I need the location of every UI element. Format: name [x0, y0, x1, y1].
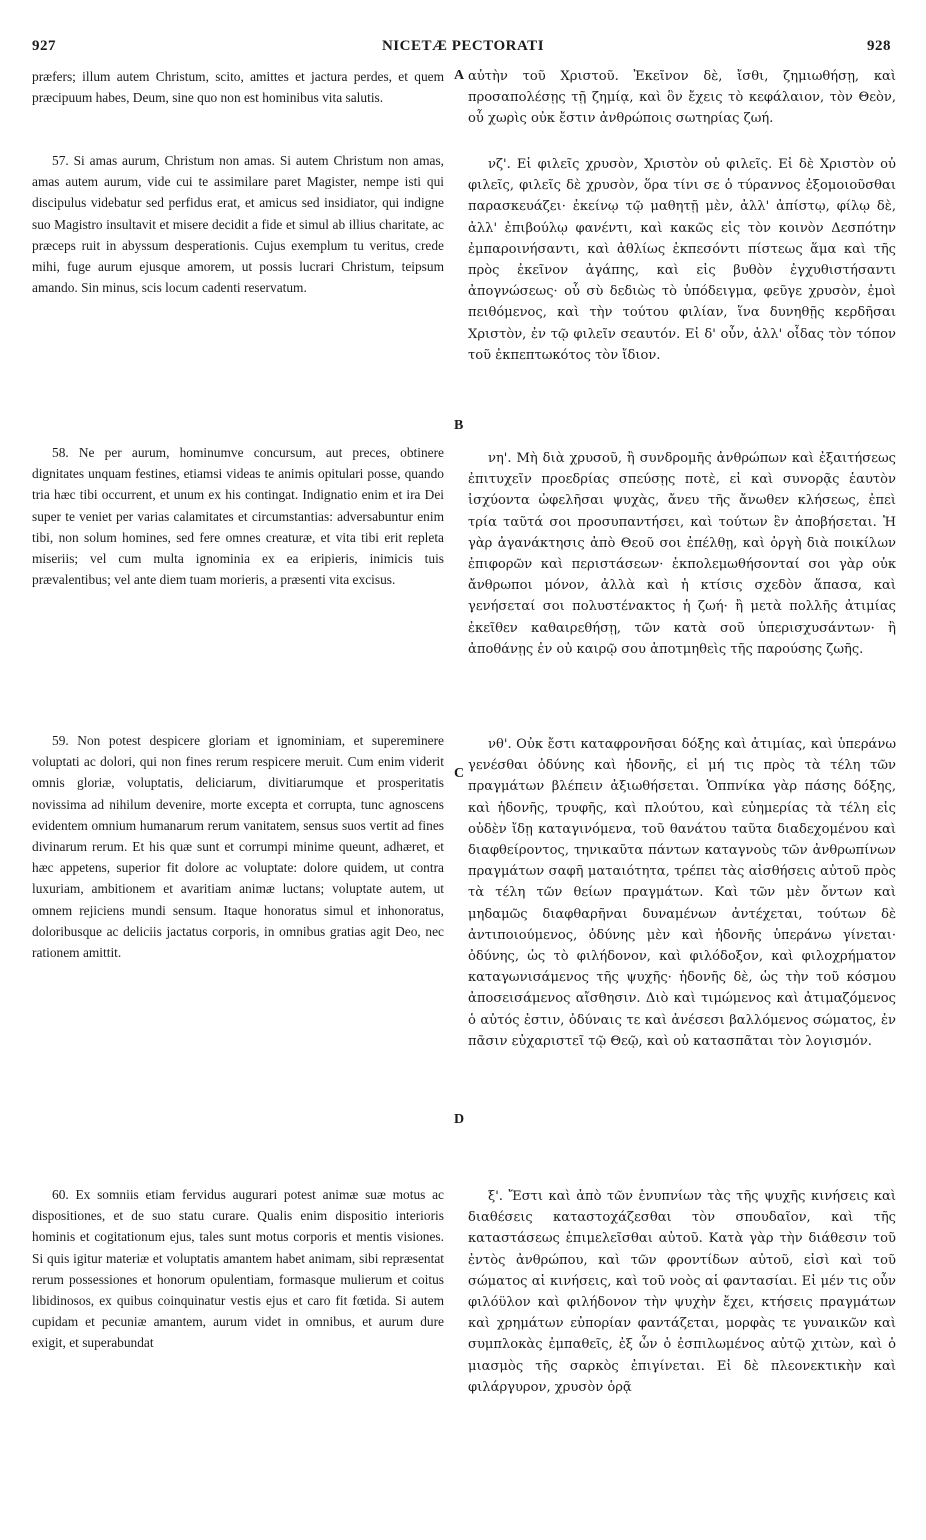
margin-marker-c: C [454, 766, 465, 781]
greek-paragraph-57 [468, 154, 896, 366]
greek-paragraph-59 [468, 734, 896, 1052]
greek-text: αὐτὴν τοῦ Χριστοῦ. Ἐκεῖνον δὲ, ἴσθι, ζημιωθήσῃ, καὶ προσαπολέσῃς τῇ ζημίᾳ, καὶ ὃν ἔχεις τὸ κεφάλαιον, τὸν Θεὸν, οὗ χωρὶς οὐκ ἔστιν ἀνθρώποις σωτηρίας ζωή. [468, 69, 896, 127]
greek-text: νη'. Μὴ διὰ χρυσοῦ, ἢ συνδρομῆς ἀνθρώπων καὶ ἐξαιτήσεως ἐπιτυχεῖν προεδρίας σπεύσῃς ποτὲ, εἰ καὶ συνορᾷς ἑαυτὸν ἰσχύοντα ὠφελῆσαι ψυχὰς, ἄνευ τῆς ἄνωθεν κλήσεως, ἐπεὶ τρία ταῦτά σοι προσυπαντήσει, καὶ τούτων ἓν ἀποβήσεται. Ἡ γὰρ ἀγανάκτησις ἀπὸ Θεοῦ σοι ἐπέλθῃ, καὶ ὀργὴ διὰ ποικίλων ἐπιφορῶν καὶ περιστάσεων· ἐκπολεμωθήσονταί σοι γὰρ οὐκ ἄνθρωποι μόνον, ἀλλὰ καὶ ἡ κτίσις σχεδὸν ἅπασα, καὶ γενήσεταί σοι πολυστένακτος ἡ ζωή· ἢ μετὰ πολλῆς ἀτιμίας ἐκεῖθεν καθαιρεθήσῃ, τῶν κατὰ σοῦ ὑπερισχυσάντων· ἢ ἀποθάνῃς ἐν οὐ καιρῷ σου ἀποτμηθεὶς τῆς παρούσης ζωῆς. [468, 451, 896, 657]
page-number-right: 928 [867, 38, 891, 54]
latin-text: 58. Ne per aurum, hominumve concursum, aut preces, obtinere dignitates unquam festines, etiamsi videas te animis opitulari posse, quando tria hæc tibi occurrent, et unum ex his contingat. Indignatio enim et ira Dei super te veniet per varias calamitates et circumstantias: adversabuntur enim tibi, non solum homines, sed fere omnes creaturæ, et vita tibi erit repleta miseriis; vel cum multa ignominia ex ea eripieris, inimicis tuis prævalentibus; vel ante diem tuam morieris, a præsenti vita excisus. [32, 445, 444, 588]
latin-paragraph-56-end [32, 66, 444, 108]
running-title: NICETÆ PECTORATI [381, 38, 545, 54]
greek-text: ξ'. Ἔστι καὶ ἀπὸ τῶν ἐνυπνίων τὰς τῆς ψυχῆς κινήσεις καὶ διαθέσεις καταστοχάζεσθαι τὸν σπουδαῖον, καὶ τῆς καταστάσεως ἐπιμελεῖσθαι αὐτοῦ. Κατὰ γὰρ τὴν διάθεσιν τοῦ ἐντὸς ἀνθρώπου, καὶ τῶν φροντίδων αὐτοῦ, εἰσὶ καὶ τοῦ σώματος αἱ κινήσεις, καὶ τοῦ νοὸς αἱ φαντασίαι. Εἰ μέν τις οὖν φιλόϋλον καὶ φιλήδονον τὴν ψυχὴν ἔχει, κτήσεις πραγμάτων καὶ χρημάτων εὐπορίαν φαντάζεται, μορφὰς τε γυναικῶν καὶ συμπλοκὰς ἐμπαθεῖς, ἐξ ὧν ὁ ἐσπιλωμένος αὐτῷ χιτὼν, καὶ ὁ μιασμὸς τῆς σαρκὸς ἐπιγίνεται. Εἰ δὲ πλεονεκτικὴν καὶ φιλάργυρον, χρυσὸν ὁρᾷ [468, 1189, 896, 1395]
page-number-left: 927 [32, 38, 56, 54]
latin-paragraph-60 [32, 1184, 444, 1354]
margin-marker-d: D [454, 1112, 465, 1127]
latin-text: 57. Si amas aurum, Christum non amas. Si autem Christum non amas, amas autem aurum, vide cui te assimilare paret Magister, nempe isti qui discipulus videbatur sed perfidus erat, et amicus sed insidiator, qui indigne suo Magistro insultavit et misere decidit a fide et simul ab illius charitate, ac præceps ruit in abyssum desperationis. Cujus exemplum tu veritus, crede mihi, fuge aurum ejusque amorem, ut possis lucrari Christum, teipsum amando. Sin minus, scis locum cadenti reservatum. [32, 153, 444, 296]
greek-text: νθ'. Οὐκ ἔστι καταφρονῆσαι δόξης καὶ ἀτιμίας, καὶ ὑπεράνω γενέσθαι ὀδύνης καὶ ἡδονῆς, εἰ μή τις πρὸς τὰ τέλη τῶν πραγμάτων βλέπειν ἀξιωθήσεται. Ὁππνίκα γὰρ πάσης δόξης, καὶ ἡδονῆς, τρυφῆς, καὶ πλούτου, καὶ εὐημερίας τὰ τέλη εἰς οὐδὲν ἴδῃ καταγινόμενα, τοῦ θανάτου ταῦτα διαδεχομένου καὶ διαφθείροντος, τηνικαῦτα πάντων καταγνοὺς τῶν ἀνθρωπίνων πραγμάτων σαφῆ ματαιότητα, τρέπει τὰς αἰσθήσεις αὐτοῦ πρὸς τὰ τέλη τῶν θείων πραγμάτων. Καὶ τῶν μὲν ὄντων καὶ μηδαμῶς διαφθαρῆναι δυναμένων ἀντέχεται, τούτων δὲ ἀντιποιούμενος, ὀδύνης μὲν καὶ ἡδονῆς ὑπεράνω γίνεται· ὀδύνης, ὡς τὸ φιλήδονον, καὶ φιλόδοξον, καὶ φιλοχρήματον καταγωνισάμενος τῆς ψυχῆς· ἡδονῆς δὲ, ὡς τὴν τοῦ κόσμου ἀποσεισάμενος αἴσθησιν. Διὸ καὶ τιμώμενος καὶ ἀτιμαζόμενος ὁ αὐτός ἐστιν, ὀδύναις τε καὶ ἀνέσεσι βαλλόμενος σώματος, ἐν πᾶσιν εὐχαριστεῖ τῷ Θεῷ, καὶ οὐ κατασπᾶται τὸν λογισμόν. [468, 737, 896, 1049]
margin-marker-b: B [454, 418, 464, 433]
latin-text: præfers; illum autem Christum, scito, amittes et jactura perdes, et quem præcipuum habes, Deum, sine quo non est hominibus vita salutis. [32, 69, 444, 106]
latin-paragraph-57 [32, 150, 444, 298]
greek-text: νζ'. Εἰ φιλεῖς χρυσὸν, Χριστὸν οὐ φιλεῖς. Εἰ δὲ Χριστὸν οὐ φιλεῖς, φιλεῖς δὲ χρυσὸν, ὅρα τίνι σε ὁ τύραννος ἐξομοιοῦσθαι παρασκευάζει· ἐκείνῳ τῷ μαθητῇ μὲν, ἀλλ' ἀπίστῳ, φίλῳ δὲ, ἀλλ' ἐπιβούλῳ φανέντι, καὶ κακῶς εἰς τὸν κοινὸν Δεσπότην ἐμπαροινήσαντι, καὶ ἀθλίως ἐκπεσόντι πίστεως ἅμα καὶ τῆς πρὸς ἐκεῖνον ἀγάπης, καὶ εἰς βυθὸν ἐγχυθιστήσαντι ἀπογνώσεως· οὗ σὺ δεδιὼς τὸ ὑπόδειγμα, φεῦγε χρυσὸν, ἐμοὶ πειθόμενος, καὶ τὴν τούτου φιλίαν, ἵνα δυνηθῇς κερδῆσαι Χριστὸν, ἐν τῷ φιλεῖν σεαυτόν. Εἰ δ' οὖν, ἀλλ' οἶδας τὸν τόπον τοῦ ἐκπεπτωκότος τὸν ἴδιον. [468, 157, 896, 363]
greek-paragraph-58 [468, 448, 896, 660]
latin-paragraph-59 [32, 730, 444, 963]
greek-paragraph-60 [468, 1186, 896, 1398]
running-header [0, 38, 926, 62]
margin-marker-a: A [454, 68, 465, 83]
latin-paragraph-58 [32, 442, 444, 590]
greek-paragraph-56-end [468, 66, 896, 130]
latin-text: 60. Ex somniis etiam fervidus augurari potest animæ suæ motus ac dispositiones, et de suo statu curare. Qualis enim dispositio interioris hominis et cogitationum ejus, tales sunt motus corporis et mentis visiones. Si quis igitur materiæ et voluptatis amantem habet animam, sibi repræsentat rerum possessiones et honorum opulentiam, formasque mulierum et coitus libidinosos, ex quibus coinquinatur vestis ejus et caro fit fœtida. Si autem cupidam et pecuniæ amantem, aurum videt in omnibus, et aurum dure exigit, et superabundat [32, 1187, 444, 1351]
latin-text: 59. Non potest despicere gloriam et ignominiam, et supereminere voluptati ac dolori, qui non fines rerum respicere meruit. Cum enim viderit omnis gloriæ, voluptatis, deliciarum, divitiarumque et prosperitatis novissima ad nihilum devenire, morte excepta et corrupta, tunc agnoscens evidentem omnium humanarum rerum vanitatem, sensus suos vertit ad fines divinarum rerum. Et his quæ sunt et corrumpi minime queunt, adhæret, et hæc appetens, superior fit dolore ac voluptate: dolore quidem, ut contra luxuriam, ambitionem et avaritiam animæ luctans; voluptate autem, ut omnem rejiciens mundi sensum. Itaque honoratus simul et inhonoratus, doloribusque ac deliciis jactatus corporis, in omnibus gratias agit Deo, nec rationem amittit. [32, 733, 444, 961]
